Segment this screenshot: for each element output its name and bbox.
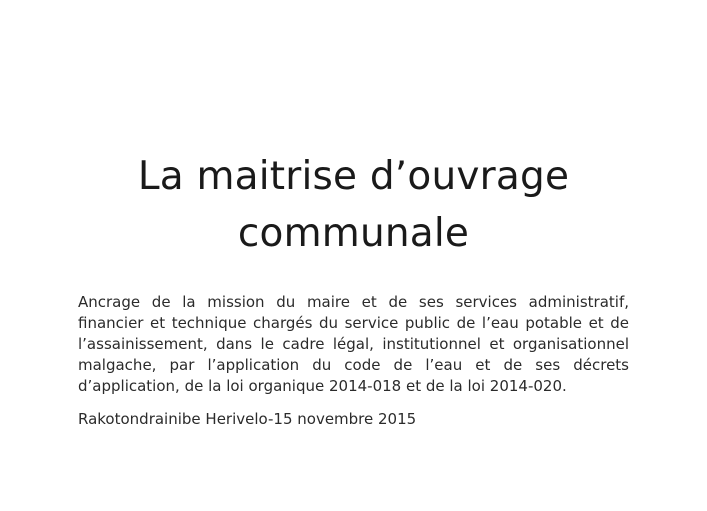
slide-title (60, 148, 647, 262)
body-paragraph: Ancrage de la mission du maire et de ses services administratif, financier et technique chargés du service public de l’eau potable et de l’assainissement, dans le cadre légal, institutionnel et organisationnel malgache, par l’application du code de l’eau et de ses décrets d’application, de la loi organique 2014-018 et de la loi 2014-020. (78, 293, 629, 395)
title-line-1: La maitrise d’ouvrage (137, 154, 570, 199)
author-line: Rakotondrainibe Herivelo-15 novembre 2015 (78, 410, 417, 428)
slide-body (78, 292, 629, 430)
title-line-2: communale (237, 211, 470, 256)
